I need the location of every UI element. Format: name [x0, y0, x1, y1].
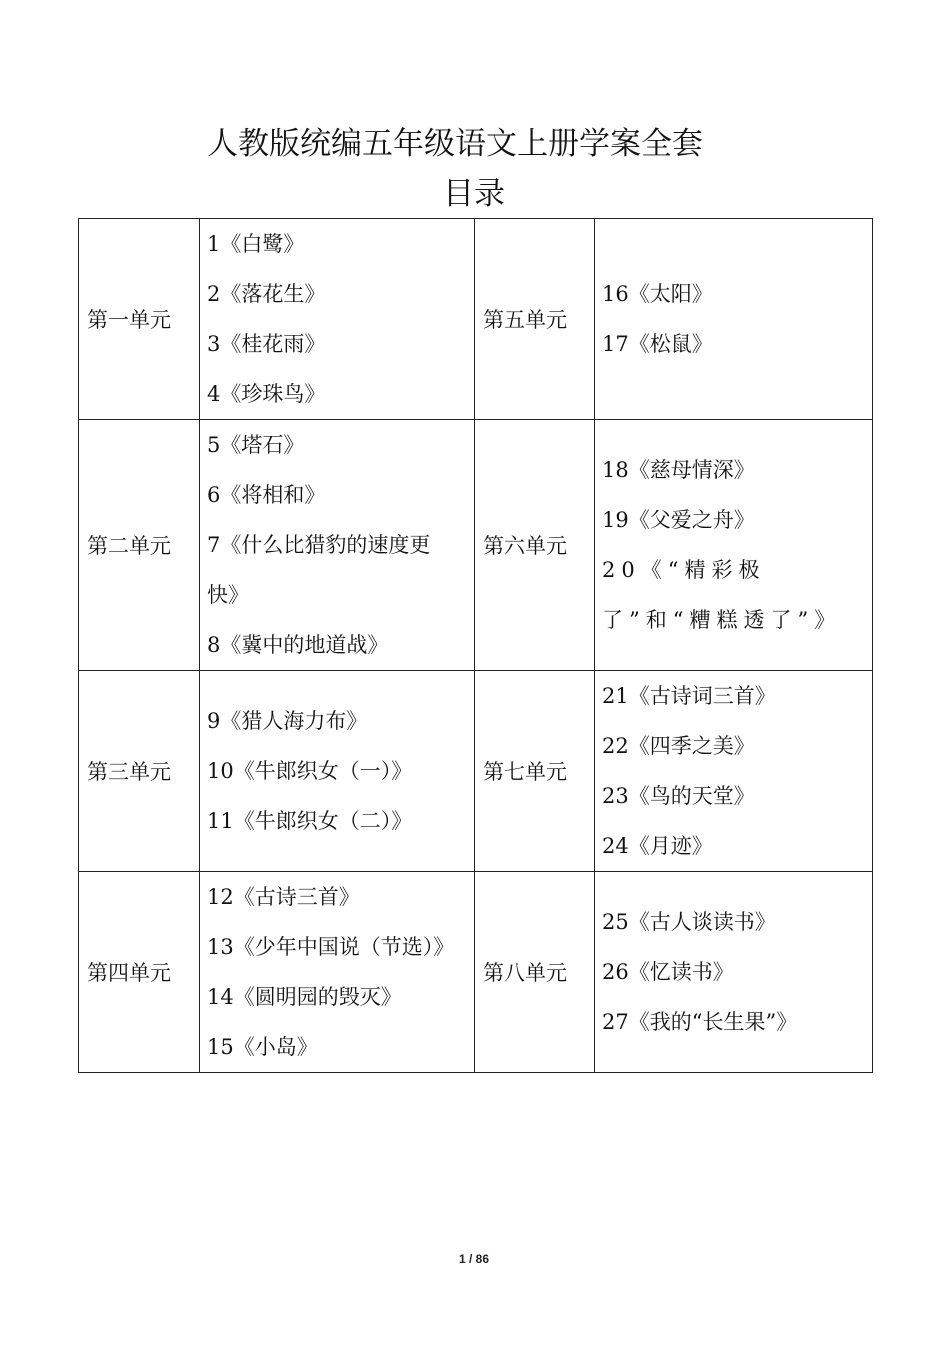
lesson-item: 9《猎人海力布》 [207, 709, 368, 733]
lesson-item: 24《月迹》 [602, 834, 713, 858]
table-row [79, 671, 873, 872]
lesson-item: 13《少年中国说（节选）》 [207, 935, 455, 959]
lesson-item: 21《古诗词三首》 [602, 684, 776, 708]
lesson-item: 6《将相和》 [207, 483, 326, 507]
lesson-item: 8《冀中的地道战》 [207, 633, 389, 657]
unit-label: 第一单元 [79, 219, 200, 420]
lesson-item: 12《古诗三首》 [207, 885, 360, 909]
lesson-item: 19《父爱之舟》 [602, 508, 755, 532]
unit-label: 第六单元 [475, 420, 595, 671]
unit-label: 第四单元 [79, 872, 200, 1073]
lesson-item: 18《慈母情深》 [602, 458, 755, 482]
lesson-item: 16《太阳》 [602, 282, 713, 306]
lesson-list [200, 671, 475, 872]
lesson-item: 17《松鼠》 [602, 332, 713, 356]
table-row [79, 219, 873, 420]
unit-label: 第二单元 [79, 420, 200, 671]
lesson-item: 26《忆读书》 [602, 960, 734, 984]
unit-label: 第七单元 [475, 671, 595, 872]
lesson-item: 15《小岛》 [207, 1035, 318, 1059]
lesson-list [595, 219, 873, 420]
lesson-item: 22《四季之美》 [602, 734, 755, 758]
lesson-list [200, 420, 475, 671]
lesson-item: 5《塔石》 [207, 433, 305, 457]
toc-heading: 目录 [443, 176, 505, 212]
lesson-item: 3《桂花雨》 [207, 332, 326, 356]
unit-label: 第三单元 [79, 671, 200, 872]
lesson-item: 25《古人谈读书》 [602, 910, 776, 934]
unit-label: 第八单元 [475, 872, 595, 1073]
lesson-list [200, 219, 475, 420]
table-row [79, 420, 873, 671]
unit-label: 第五单元 [475, 219, 595, 420]
lesson-item: 27《我的“长生果”》 [602, 1010, 798, 1034]
lesson-list [200, 872, 475, 1073]
lesson-list [595, 420, 873, 671]
lesson-item: 14《圆明园的毁灭》 [207, 985, 402, 1009]
lesson-item: 20《“精彩极了”和“糟糕透了”》 [602, 558, 842, 632]
lesson-item: 11《牛郎织女（二）》 [207, 809, 413, 833]
lesson-item: 23《鸟的天堂》 [602, 784, 755, 808]
document-title: 人教版统编五年级语文上册学案全套 [207, 126, 703, 162]
table-row [79, 872, 873, 1073]
toc-table [78, 218, 873, 1073]
lesson-list [595, 872, 873, 1073]
lesson-item: 10《牛郎织女（一）》 [207, 759, 413, 783]
lesson-item: 1《白鹭》 [207, 232, 305, 256]
page-indicator: 1 / 86 [458, 1252, 490, 1266]
lesson-item: 4《珍珠鸟》 [207, 382, 326, 406]
lesson-item: 2《落花生》 [207, 282, 326, 306]
lesson-item: 7《什么比猎豹的速度更快》 [207, 533, 431, 607]
lesson-list [595, 671, 873, 872]
